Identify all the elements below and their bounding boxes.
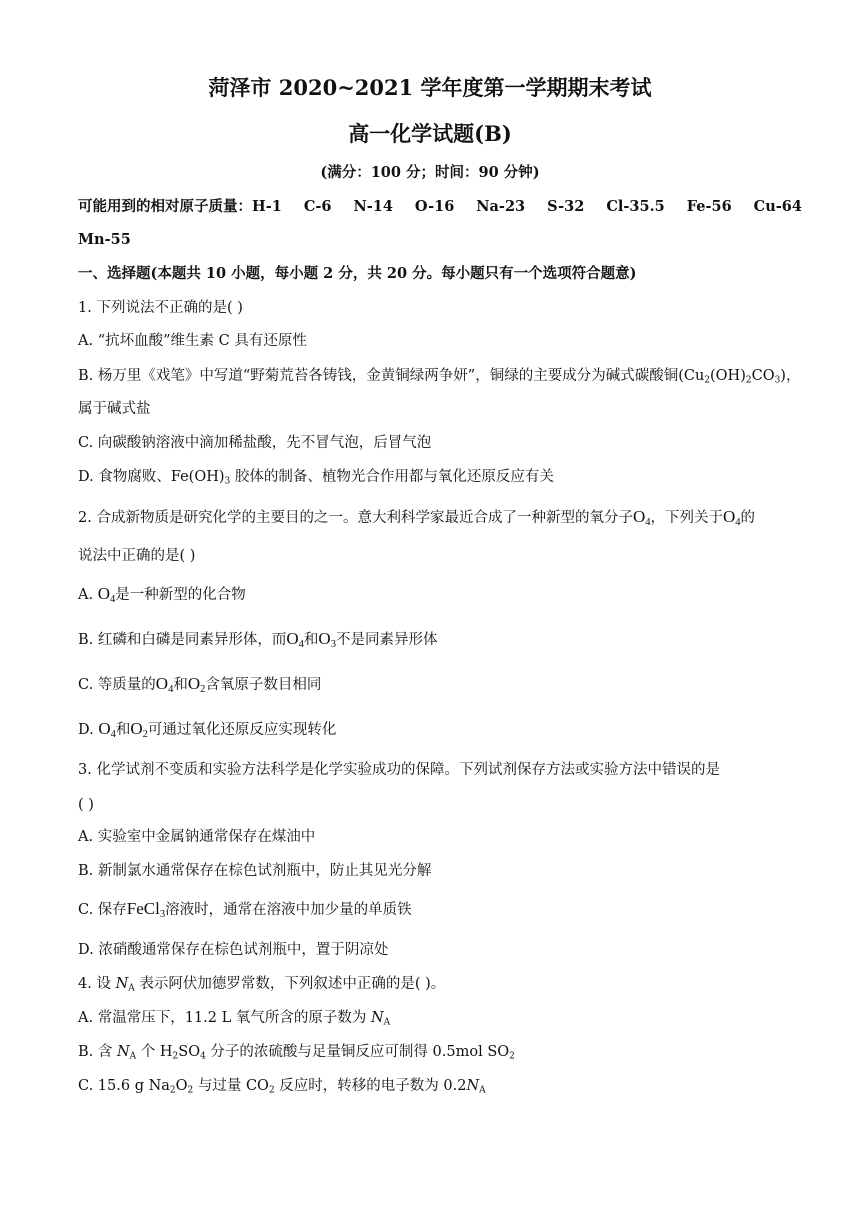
formula-o4: $O_4$ — [723, 507, 741, 529]
mass-item: H-1 — [252, 198, 282, 215]
question-4-stem: 4. 设 $N_A$ 表示阿伏加德罗常数，下列叙述中正确的是( )。 — [78, 976, 446, 994]
question-1-stem: 1. 下列说法不正确的是( ) — [78, 300, 243, 316]
mass-item: S-32 — [547, 198, 585, 215]
question-3-option-d: D. 浓硝酸通常保存在棕色试剂瓶中，置于阴凉处 — [78, 942, 389, 958]
question-2-option-d: D. $O_4$和$O_2$可通过氧化还原反应实现转化 — [78, 719, 337, 741]
formula-o4: $O_4$ — [632, 507, 651, 529]
question-3-stem-cont: ( ) — [78, 797, 94, 813]
question-1-option-b-cont: 属于碱式盐 — [78, 401, 151, 417]
question-4-option-a: A. 常温常压下，11.2 L 氧气所含的原子数为 $N_A$ — [78, 1010, 391, 1028]
question-1-option-c: C. 向碳酸钠溶液中滴加稀盐酸，先不冒气泡，后冒气泡 — [78, 435, 432, 451]
question-3-option-b: B. 新制氯水通常保存在棕色试剂瓶中，防止其见光分解 — [78, 863, 432, 879]
question-3-option-c: C. 保存FeCl$_3$溶液时，通常在溶液中加少量的单质铁 — [78, 899, 412, 921]
question-2-option-a: A. $O_4$是一种新型的化合物 — [78, 584, 246, 606]
atomic-masses-label: 可能用到的相对原子质量： — [78, 198, 252, 215]
mass-item: Cl-35.5 — [606, 198, 665, 215]
mass-item: Cu-64 — [753, 198, 802, 215]
question-4-option-b: B. 含 $N_A$ 个 $H_2SO_4$ 分子的浓硫酸与足量铜反应可制得 0.5mol $SO_2$ — [78, 1044, 515, 1062]
question-2-option-b: B. 红磷和白磷是同素异形体，而$O_4$和$O_3$不是同素异形体 — [78, 629, 438, 651]
question-4-option-c: C. 15.6 g $Na_2O_2$ 与过量 $CO_2$ 反应时，转移的电子数为 $0.2N_A$ — [78, 1078, 486, 1096]
mass-item: Na-23 — [476, 198, 526, 215]
question-2-stem-cont: 说法中正确的是( ) — [78, 548, 196, 564]
mass-item: O-16 — [414, 198, 455, 215]
section-heading: 一、选择题(本题共 10 小题，每小题 2 分，共 20 分。每小题只有一个选项符合题意) — [78, 265, 637, 282]
mass-item: Fe-56 — [686, 198, 732, 215]
question-1-option-a: A. “抗坏血酸”维生素 C 具有还原性 — [78, 333, 307, 349]
exam-subtitle: 高一化学试题(B) — [348, 121, 512, 146]
mass-item: N-14 — [353, 198, 393, 215]
question-2-option-c: C. 等质量的$O_4$和$O_2$含氧原子数目相同 — [78, 674, 322, 696]
question-1-option-b: B. 杨万里《戏笔》中写道“野菊荒苔各铸钱，金黄铜绿两争妍”，铜绿的主要成分为碱式碳酸铜$(Cu_2(OH)_2CO_3)$， — [78, 368, 801, 386]
mass-item: Mn-55 — [78, 231, 131, 248]
question-2-stem: 2. 合成新物质是研究化学的主要目的之一。意大利科学家最近合成了一种新型的氧分子$O_4$，下列关于$O_4$的 — [78, 507, 756, 529]
exam-title: 菏泽市 2020~2021 学年度第一学期期末考试 — [208, 75, 652, 100]
question-3-stem: 3. 化学试剂不变质和实验方法科学是化学实验成功的保障。下列试剂保存方法或实验方法中错误的是 — [78, 762, 720, 778]
question-3-option-a: A. 实验室中金属钠通常保存在煤油中 — [78, 829, 316, 845]
atomic-masses — [78, 197, 800, 217]
mass-item: C-6 — [303, 198, 332, 215]
question-1-option-d: D. 食物腐败、$Fe(OH)_3$ 胶体的制备、植物光合作用都与氧化还原反应有关 — [78, 469, 554, 487]
exam-info: (满分：100 分；时间：90 分钟) — [320, 164, 540, 181]
